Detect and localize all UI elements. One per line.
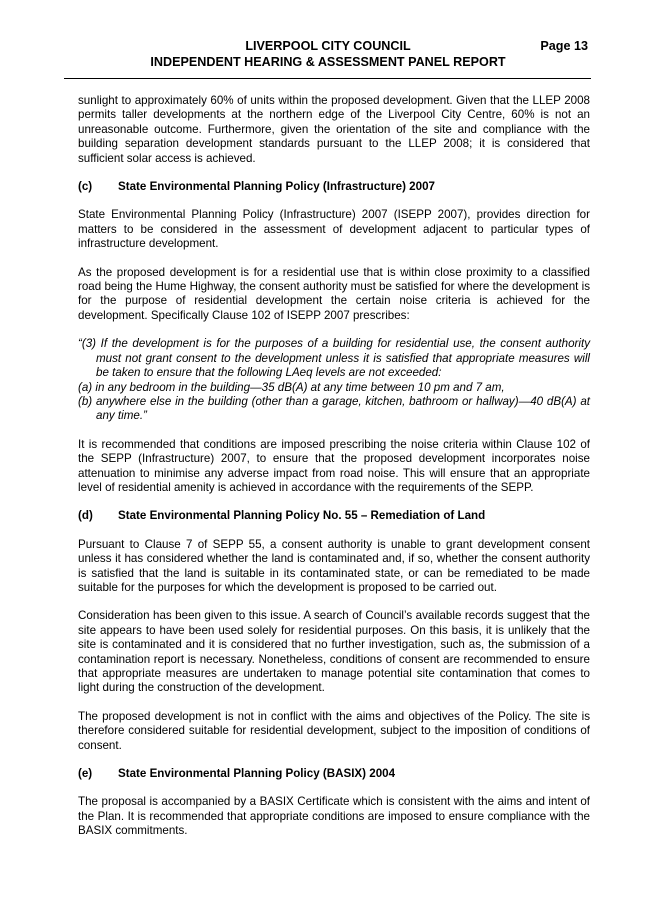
quote-clause-3: “(3) If the development is for the purposes of a building for residential use, the consent authority must not grant consent to the development unless it is satisfied that appropriate measures will be taken to ensure that the following LAeq levels are not exceeded: bbox=[78, 337, 590, 380]
section-title: State Environmental Planning Policy (BASIX) 2004 bbox=[118, 767, 396, 781]
header-subtitle: INDEPENDENT HEARING & ASSESSMENT PANEL REPORT bbox=[150, 55, 506, 69]
paragraph: sunlight to approximately 60% of units within the proposed development. Given that the LLEP 2008 permits taller developments at the northern edge of the Liverpool City Centre, 60% is not an unreasonable outcome. Furthermore, given the orientation of the site and compliance with the building separation development standards pursuant to the LLEP 2008; it is considered that sufficient solar access is achieved. bbox=[78, 94, 590, 165]
header-divider bbox=[64, 78, 591, 79]
paragraph: It is recommended that conditions are imposed prescribing the noise criteria within Clause 102 of the SEPP (Infrastructure) 2007, to ensure that the proposed development incorporates noise attenuation to minimise any adverse impact from road noise. This will ensure that an appropriate level of residential amenity is achieved in accordance with the requirements of the SEPP. bbox=[78, 437, 590, 494]
quoted-clause bbox=[78, 337, 590, 423]
paragraph: The proposal is accompanied by a BASIX Certificate which is consistent with the aims and intent of the Plan. It is recommended that appropriate conditions are imposed to ensure compliance with the BASIX commitments. bbox=[78, 795, 590, 838]
section-heading-c bbox=[78, 180, 590, 194]
paragraph: As the proposed development is for a residential use that is within close proximity to a classified road being the Hume Highway, the consent authority must be satisfied for where the development is for the purpose of residential development the certain noise criteria is achieved for the development. Specifically Clause 102 of ISEPP 2007 prescribes: bbox=[78, 265, 590, 322]
header-title: LIVERPOOL CITY COUNCIL bbox=[245, 39, 411, 53]
section-heading-e bbox=[78, 767, 590, 781]
section-number: (c) bbox=[78, 180, 93, 194]
section-title: State Environmental Planning Policy (Infrastructure) 2007 bbox=[118, 180, 435, 194]
section-title: State Environmental Planning Policy No. 55 – Remediation of Land bbox=[118, 509, 486, 523]
header-line-1 bbox=[64, 38, 592, 54]
section-heading-d bbox=[78, 509, 590, 523]
page-header bbox=[64, 38, 592, 70]
quote-item-a: (a) in any bedroom in the building—35 dB(A) at any time between 10 pm and 7 am, bbox=[78, 380, 505, 394]
paragraph: Consideration has been given to this issue. A search of Council’s available records suggest that the site appears to have been used solely for residential purposes. On this basis, it is unlikely that the site is contaminated and it is considered that no further investigation, such as, the submission of a contamination report is necessary. Nonetheless, conditions of consent are recommended to ensure that appropriate measures are undertaken to manage potential site contamination that comes to light during the construction of the development. bbox=[78, 609, 590, 695]
paragraph: State Environmental Planning Policy (Infrastructure) 2007 (ISEPP 2007), provides direction for matters to be considered in the assessment of development adjacent to particular types of infrastructure development. bbox=[78, 208, 590, 251]
paragraph: The proposed development is not in conflict with the aims and objectives of the Policy. The site is therefore considered suitable for residential development, subject to the imposition of conditions of consent. bbox=[78, 709, 590, 752]
report-body bbox=[78, 94, 590, 853]
paragraph: Pursuant to Clause 7 of SEPP 55, a consent authority is unable to grant development consent unless it has considered whether the land is contaminated and, if so, whether the consent authority is satisfied that the land is suitable in its contaminated state, or can be remediated to be made suitable for the purposes for which the development is proposed to be carried out. bbox=[78, 537, 590, 594]
section-number: (e) bbox=[78, 767, 93, 781]
quote-item-b: (b) anywhere else in the building (other than a garage, kitchen, bathroom or hallway)—40 dB(A) at any time.” bbox=[78, 394, 590, 423]
page-number: Page 13 bbox=[540, 39, 588, 53]
section-number: (d) bbox=[78, 509, 93, 523]
